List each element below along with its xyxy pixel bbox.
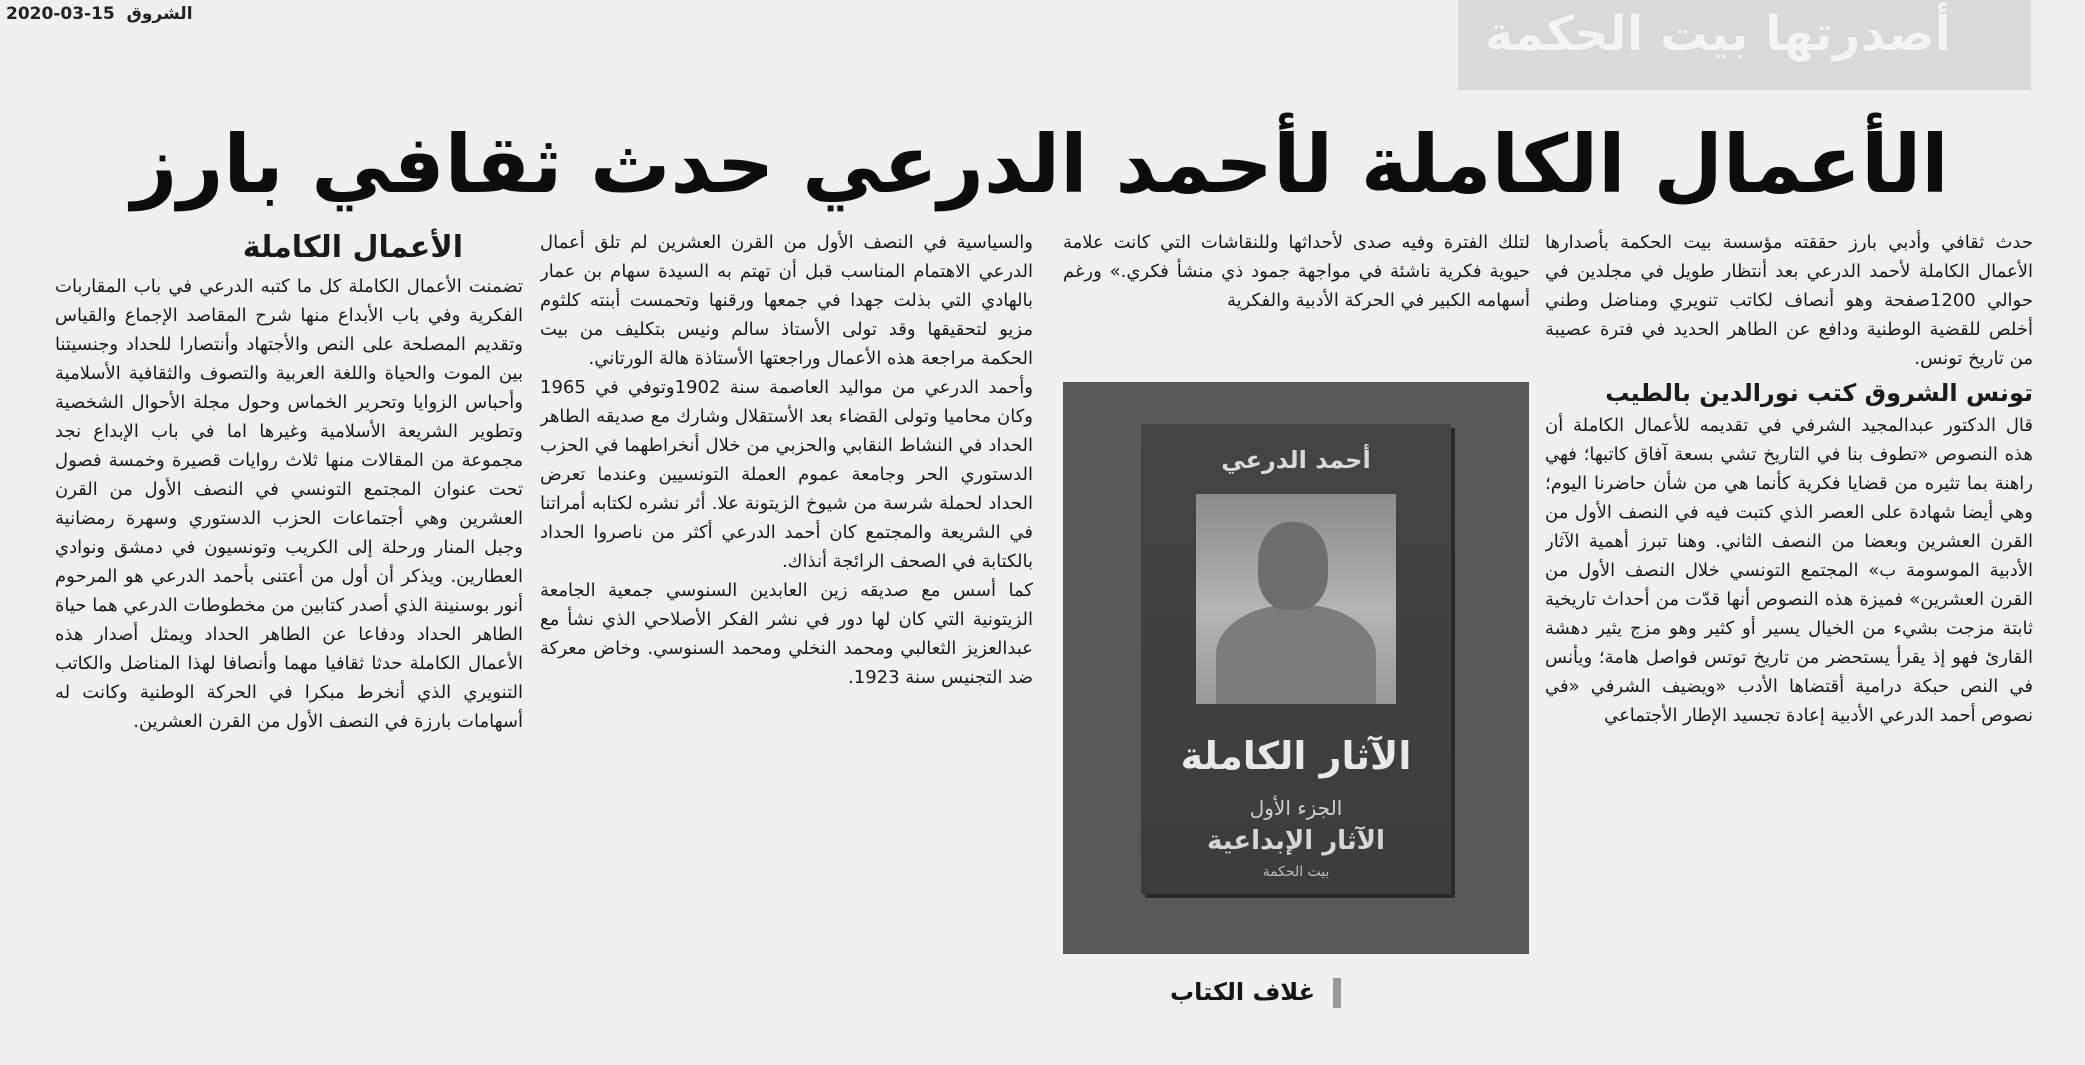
article-column-1	[1545, 228, 2033, 1008]
kicker-text: أصدرتها بيت الحكمة	[1484, 6, 1951, 62]
image-caption: غلاف الكتاب	[1170, 978, 1315, 1006]
kicker-banner	[1458, 0, 2031, 90]
book-subtitle: الجزء الأول	[1249, 796, 1343, 820]
book-section: الآثار الإبداعية	[1207, 826, 1385, 856]
author-portrait	[1196, 494, 1396, 704]
masthead-date: 2020-03-15	[6, 4, 115, 24]
article-body-3c: كما أسس مع صديقه زين العابدين السنوسي جمعية الجامعة الزيتونية التي كان لها دور في نشر الفكر الأصلاحي الذي نشأ مع عبدالعزيز الثعالبي ومحمد النخلي ومحمد السنوسي. وخاض معركة ضد التجنيس سنة 1923.	[540, 580, 1033, 688]
portrait-head	[1258, 522, 1328, 610]
article-body-3a: والسياسية في النصف الأول من القرن العشرين لم تلق أعمال الدرعي الاهتمام المناسب قبل أن تهتم به السيدة سهام بن عمار بالهادي التي بذلت جهدا في جمعها ورقنها وتحمست أبنته كلثوم مزيو لتحقيقها وقد تولى الأستاذ سالم ونيس بتكليف من بيت الحكمة مراجعة هذه الأعمال وراجعتها الأستاذة هالة الورتاني.	[540, 232, 1033, 369]
portrait-body	[1216, 604, 1376, 704]
article-body-1: قال الدكتور عبدالمجيد الشرفي في تقديمه للأعمال الكاملة أن هذه النصوص «تطوف بنا في التاريخ تشي بسعة آفاق كاتبها؛ فهي راهنة بما تثيره من قضايا فكرية كأنما هي من شأن حاضرنا اليوم؛ وهي أيضا شهادة على العصر الذي كتبت فيه في النصف الأول من القرن العشرين وبعضا من النصف الثاني. وهنا تبرز أهمية الآثار الأدبية الموسومة ب» المجتمع التونسي خلال النصف الأول من القرن العشرين» فميزة هذه النصوص أنها قدّت من أحداث تاريخية ثابتة مزجت بشيء من الخيال يسير أو كثير وهو مزج يثير دهشة القارئ فهو إذ يقرأ يستحضر من تاريخ توتس فواصل هامة؛ ويأنس في النص حبكة درامية أقتضاها الأدب «ويضيف الشرفي «في نصوص أحمد الدرعي الأدبية إعادة تجسيد الإطار الأجتماعي	[1545, 415, 2033, 726]
section-subheading: الأعمال الكاملة	[242, 230, 463, 265]
article-body-3b: وأحمد الدرعي من مواليد العاصمة سنة 1902وتوفي في 1965 وكان محاميا وتولى القضاء بعد الأستقلال وشارك مع صديقه الطاهر الحداد في النشاط النقابي والحزبي من خلال أنخراطهما في الحزب الدستوري الحر وجامعة عموم العملة التونسيين وعندما تعرض الحداد لحملة شرسة من شيوخ الزيتونة علا. أثر نشره لكتابه أمراتنا في الشريعة والمجتمع كان أحمد الدرعي أكثر من ناصروا الحداد بالكتابة في الصحف الرائجة أنذاك.	[540, 377, 1033, 572]
article-intro: حدث ثقافي وأدبي بارز حققته مؤسسة بيت الحكمة بأصدارها الأعمال الكاملة لأحمد الدرعي بعد أنتظار طويل في مجلدين في حوالي 1200صفحة وهو أنصاف لكاتب تنويري ومناضل وطني أخلص للقضية الوطنية ودافع عن الطاهر الحديد في فترة عصيبة من تاريخ تونس.	[1545, 232, 2033, 369]
article-column-2	[1063, 228, 1530, 378]
masthead	[6, 4, 199, 24]
book-author: أحمد الدرعي	[1221, 446, 1371, 474]
book-title: الآثار الكاملة	[1180, 734, 1412, 778]
article-body-4: تضمنت الأعمال الكاملة كل ما كتبه الدرعي في باب المقاربات الفكرية وفي باب الأبداع منها شرح المقاصد الإجماع والقياس وتقديم المصلحة على النص والأجتهاد وأنتصارا للحداد وجنسيتنا بين الموت والحياة واللغة العربية والتصوف والثقافية الأسلامية وأحباس الزوايا وتحرير الخماس وحول مجلة الأحوال الشخصية وتطوير الشريعة الأسلامية وغيرها اما في باب الإبداع نجد مجموعة من المقالات منها ثلاث روايات قصيرة وخمسة فصول تحت عنوان المجتمع التونسي في النصف الأول من القرن العشرين وهي أجتماعات الحزب الدستوري وسهرة رمضانية وجبل المنار ورحلة إلى الكريب وتونسيون في دمشق ونوادي العطارين. ويذكر أن أول من أعتنى بأحمد الدرعي هو المرحوم أنور بوسنينة الذي أصدر كتابين من مخطوطات الدرعي هما حياة الطاهر الحداد ودفاعا عن الطاهر الحداد ويمثل أصدار هذه الأعمال الكاملة حدثا ثقافيا مهما وأنصافا لهذا المناضل والكاتب التنويري الذي أنخرط مبكرا في الحركة الوطنية وكانت له أسهامات بارزة في النصف الأول من القرن العشرين.	[55, 276, 523, 732]
masthead-source: الشروق	[126, 4, 193, 24]
book-publisher: بيت الحكمة	[1262, 864, 1330, 880]
article-body-2: لتلك الفترة وفيه صدى لأحداثها وللنقاشات التي كانت علامة حيوية فكرية ناشئة في مواجهة جمود ذي منشأ فكري.» ورغم أسهامه الكبير في الحركة الأدبية والفكرية	[1063, 232, 1530, 311]
book-cover-image	[1063, 382, 1529, 954]
article-column-3	[540, 228, 1033, 1008]
article-column-4	[55, 228, 523, 1008]
article-byline: تونس الشروق كتب نورالدين بالطيب	[1605, 379, 2033, 407]
article-headline: الأعمال الكاملة لأحمد الدرعي حدث ثقافي بارز	[131, 118, 1949, 211]
book-cover	[1141, 424, 1451, 894]
